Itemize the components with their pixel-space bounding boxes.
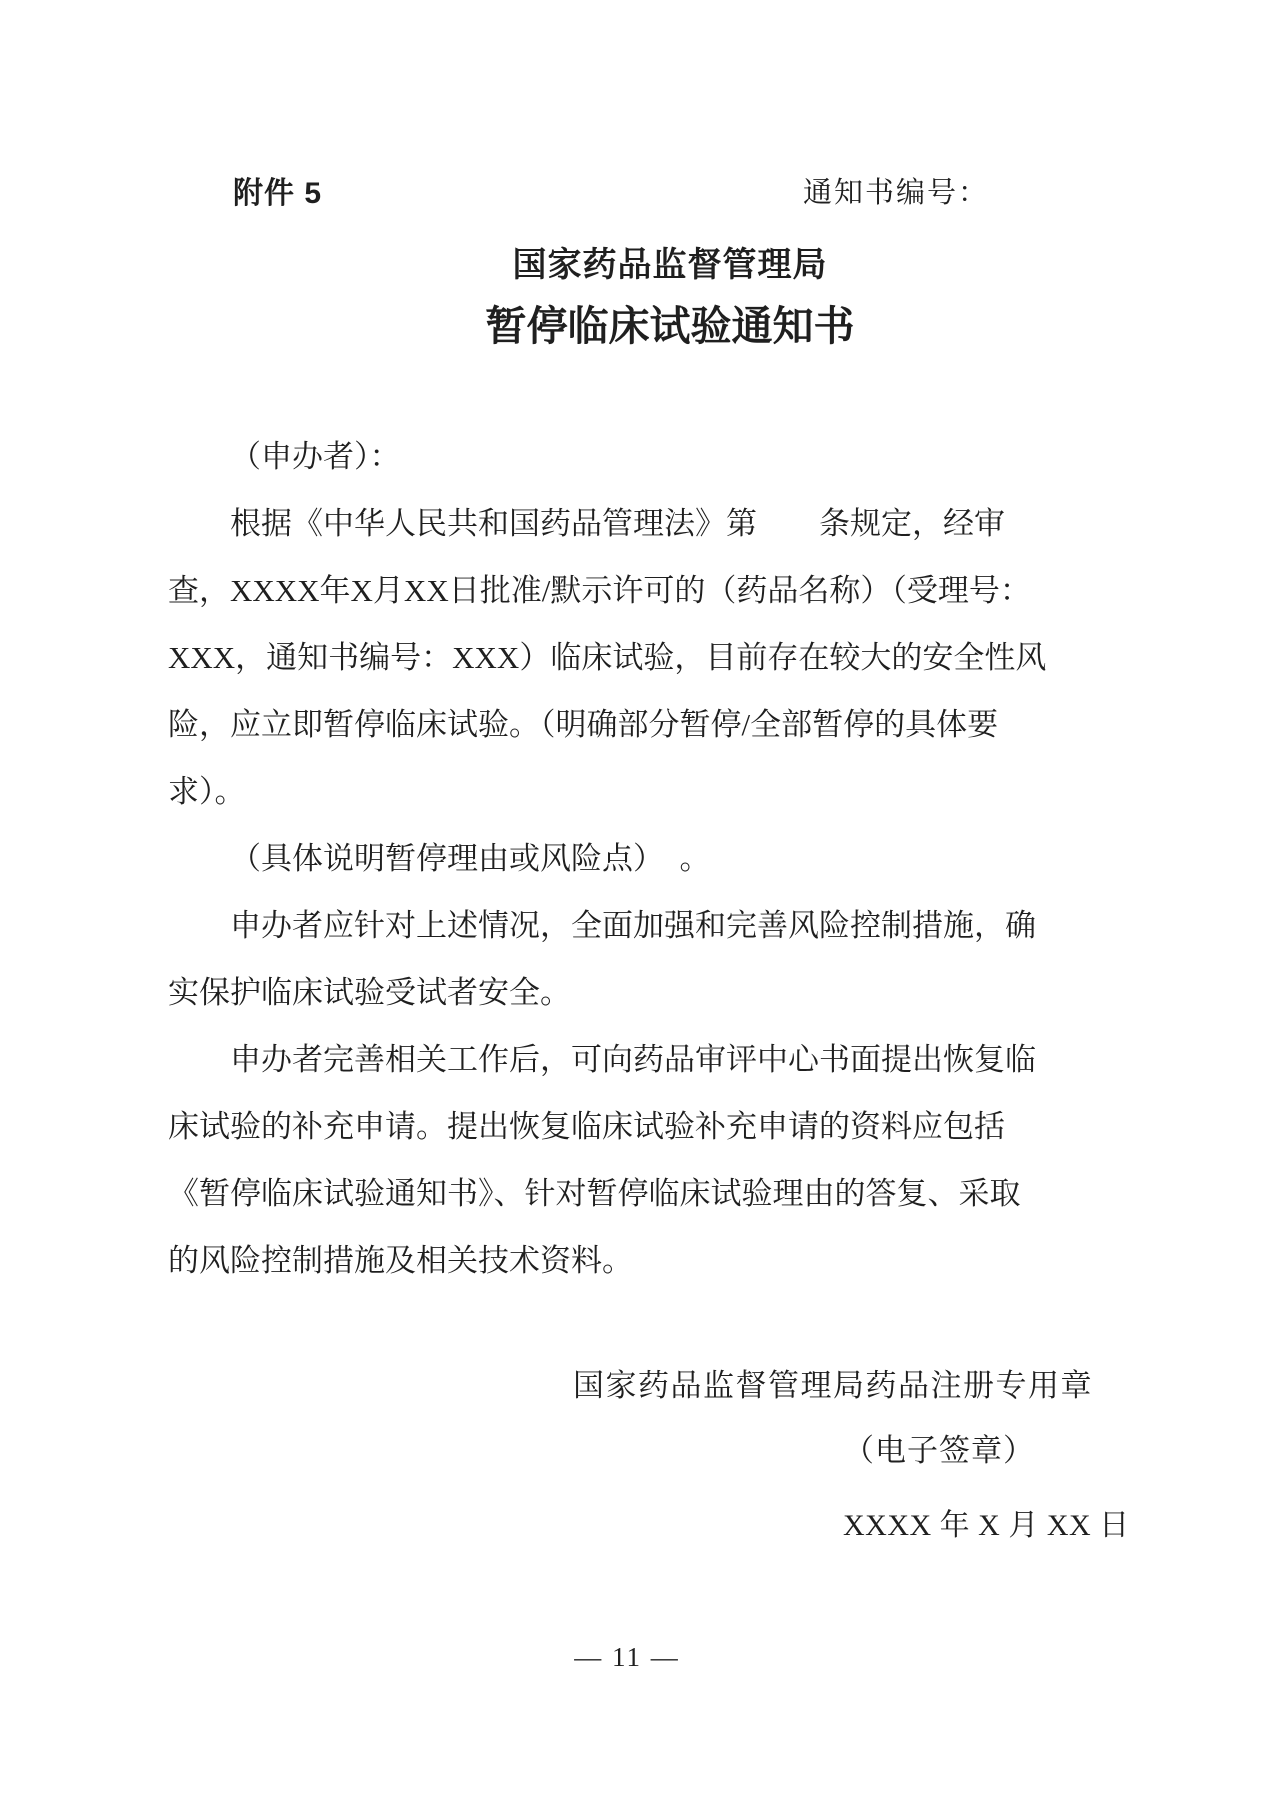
body-line: 申办者应针对上述情况，全面加强和完善风险控制措施，确	[230, 908, 1036, 943]
body-line: 床试验的补充申请。提出恢复临床试验补充申请的资料应包括	[168, 1109, 1005, 1144]
agency-title: 国家药品监督管理局	[512, 246, 828, 284]
body-line: 险，应立即暂停临床试验。（明确部分暂停/全部暂停的具体要	[168, 707, 999, 742]
body-line: （具体说明暂停理由或风险点） 。	[230, 841, 711, 876]
document-title: 暂停临床试验通知书	[485, 303, 855, 349]
body-line-addressee: （申办者）：	[230, 439, 401, 474]
document-body	[168, 423, 1073, 1294]
body-line: 查，XXXX年X月XX日批准/默示许可的（药品名称）（受理号：	[168, 573, 1031, 608]
registration-seal-line: 国家药品监督管理局药品注册专用章	[573, 1368, 1093, 1403]
body-line: 求）。	[168, 774, 246, 809]
page-number: — 11 —	[574, 1642, 680, 1672]
body-line: 根据《中华人民共和国药品管理法》第 条规定，经审	[230, 506, 1005, 541]
electronic-signature-line: （电子签章）	[843, 1433, 1035, 1468]
attachment-label: 附件 5	[233, 177, 323, 210]
body-line: 《暂停临床试验通知书》、针对暂停临床试验理由的答复、采取	[168, 1176, 1021, 1211]
body-line: 申办者完善相关工作后，可向药品审评中心书面提出恢复临	[230, 1042, 1036, 1077]
body-line: 实保护临床试验受试者安全。	[168, 975, 571, 1010]
body-line: 的风险控制措施及相关技术资料。	[168, 1243, 633, 1278]
notice-number-label: 通知书编号：	[803, 177, 990, 209]
body-line: XXX，通知书编号：XXX）临床试验，目前存在较大的安全性风	[168, 640, 1047, 675]
date-line: XXXX 年 X 月 XX 日	[843, 1509, 1130, 1542]
